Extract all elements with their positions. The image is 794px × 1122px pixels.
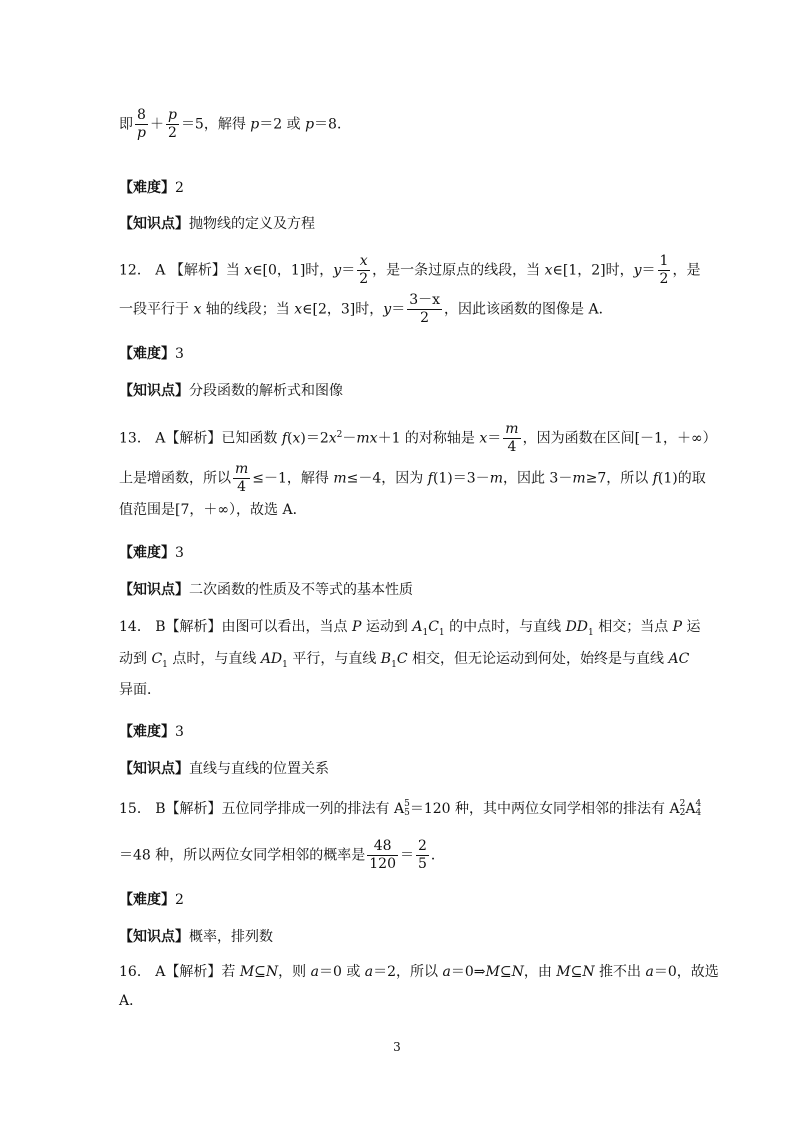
text: ∈[0，1]时，	[252, 262, 334, 279]
text: 点时，与直线	[167, 651, 261, 667]
denominator: 2	[659, 271, 669, 287]
text: 相交；当点	[593, 619, 673, 635]
text: 一段平行于	[119, 301, 194, 318]
text: 值范围是[7，＋∞），故选 A．	[119, 502, 307, 518]
var: DD	[565, 619, 589, 635]
var: AC	[668, 651, 690, 667]
text: 16． A【解析】若	[119, 964, 240, 980]
subscript: 1	[588, 627, 594, 638]
subscript: 1	[438, 627, 445, 638]
text: 13． A【解析】已知函数	[119, 430, 282, 447]
numerator: 48	[367, 838, 398, 856]
q14-line2	[119, 649, 689, 675]
perm-indices	[695, 800, 701, 818]
var: x	[544, 262, 553, 279]
var: m	[489, 470, 503, 487]
text: 即	[119, 116, 133, 133]
text: ≤－4，因为	[346, 470, 428, 487]
text: ＝0⇒	[450, 964, 486, 980]
var: x	[244, 262, 253, 279]
denominator: 2	[359, 271, 369, 287]
var: p	[137, 125, 146, 141]
text: 运	[682, 619, 701, 635]
denominator: 2	[167, 125, 177, 141]
subscript: 1	[422, 627, 429, 638]
knowledge-label: 【知识点】	[119, 582, 189, 598]
var: N	[511, 964, 524, 980]
text: ＝120 种，其中两位女同学相邻的排法有 A	[409, 801, 680, 817]
page-number: 3	[393, 1040, 401, 1054]
var: y	[633, 262, 642, 279]
text: (1)的取	[657, 470, 706, 487]
difficulty-value: 2	[175, 892, 184, 908]
subscript: 4	[695, 808, 702, 818]
q15-line1	[119, 799, 701, 819]
text: ，由	[523, 964, 557, 980]
var: C	[396, 651, 408, 667]
text: )＝2	[300, 430, 329, 447]
fraction	[503, 421, 520, 456]
fraction	[407, 292, 442, 327]
var: f	[652, 470, 658, 487]
superscript: 2	[679, 799, 686, 809]
denominator: 5	[418, 856, 427, 872]
difficulty-line	[119, 344, 184, 364]
q14-line3	[119, 680, 161, 700]
numerator: 8	[135, 107, 148, 125]
text: ≥7，所以	[585, 470, 653, 487]
text: ＝0，故选	[653, 964, 719, 980]
var: f	[281, 430, 288, 447]
difficulty-label: 【难度】	[119, 545, 175, 561]
text: 轴的线段；当	[201, 301, 295, 318]
text: A．	[119, 993, 144, 1009]
text: ⊆	[570, 964, 583, 980]
fraction	[658, 253, 671, 288]
numerator	[166, 107, 179, 125]
fraction	[135, 107, 148, 142]
var: m	[572, 470, 586, 487]
var: M	[556, 964, 571, 980]
subscript: 1	[162, 659, 168, 670]
text: ，是一条过原点的线段，当	[372, 262, 545, 279]
text: 动到	[119, 651, 152, 667]
superscript: 5	[404, 799, 410, 809]
knowledge-line	[119, 381, 343, 401]
var: AD	[260, 651, 283, 667]
var: p	[305, 116, 315, 133]
text: ＝48 种，所以两位女同学相邻的概率是	[119, 847, 366, 864]
var: x	[479, 430, 488, 447]
q13-line3	[119, 500, 307, 520]
difficulty-label: 【难度】	[119, 724, 175, 740]
var: p	[167, 107, 177, 123]
var: a	[645, 964, 654, 980]
text: ＋1 的对称轴是	[377, 430, 480, 447]
text: ＝	[487, 430, 502, 447]
q15-line2	[119, 838, 445, 873]
text: ＝	[641, 262, 656, 279]
subscript: 1	[391, 659, 397, 670]
var: x	[193, 301, 202, 318]
knowledge-value: 分段函数的解析式和图像	[189, 383, 343, 399]
knowledge-value: 二次函数的性质及不等式的基本性质	[189, 582, 413, 598]
text: ，因此 3－	[502, 470, 573, 487]
fraction	[233, 461, 250, 496]
var: M	[239, 964, 255, 980]
var: B	[380, 651, 392, 667]
text: ⊆	[499, 964, 512, 980]
var: p	[250, 116, 260, 133]
denominator: 4	[237, 479, 247, 495]
text: 异面．	[119, 682, 161, 698]
q14-line1	[119, 617, 701, 643]
knowledge-line	[119, 759, 329, 779]
var: y	[333, 262, 342, 279]
q12-line2	[119, 292, 613, 327]
text: ，则	[278, 964, 311, 980]
knowledge-label: 【知识点】	[119, 383, 189, 399]
knowledge-label: 【知识点】	[119, 216, 189, 232]
knowledge-line	[119, 580, 413, 600]
difficulty-line	[119, 543, 184, 563]
fraction	[166, 107, 179, 142]
numerator: 1	[659, 253, 669, 269]
knowledge-value: 抛物线的定义及方程	[189, 216, 315, 232]
text: 相交，但无论运动到何处，始终是与直线	[407, 651, 669, 667]
numerator: 3－x	[409, 292, 441, 308]
knowledge-label: 【知识点】	[119, 929, 189, 945]
text: ．	[430, 847, 445, 864]
denominator: 4	[507, 439, 517, 455]
text: 平行，与直线	[287, 651, 381, 667]
text: (	[287, 430, 293, 447]
var: M	[485, 964, 500, 980]
text: ＋	[149, 116, 164, 133]
denominator	[135, 125, 148, 142]
knowledge-line	[119, 927, 273, 947]
subscript: 2	[679, 808, 686, 818]
var: P	[352, 619, 362, 635]
difficulty-label: 【难度】	[119, 346, 175, 362]
q13-line1	[119, 421, 717, 456]
difficulty-value: 3	[175, 724, 184, 740]
text: ，因为函数在区间[－1，＋∞）	[522, 430, 717, 447]
q16-line2	[119, 991, 143, 1011]
var: mx	[356, 430, 378, 447]
text: －	[342, 430, 357, 447]
numerator	[357, 253, 370, 271]
var: a	[364, 964, 374, 980]
text: ，是	[672, 262, 701, 279]
subscript: 5	[404, 808, 410, 818]
denominator: 120	[369, 856, 396, 872]
text: (1)＝3－	[432, 470, 490, 487]
var: f	[427, 470, 433, 487]
subscript: 1	[282, 659, 288, 670]
difficulty-value: 2	[175, 180, 184, 196]
text: 推不出	[594, 964, 646, 980]
q12-line1	[119, 253, 700, 288]
numerator: 2	[418, 838, 427, 854]
difficulty-label: 【难度】	[119, 180, 175, 196]
text: ＝	[341, 262, 356, 279]
knowledge-label: 【知识点】	[119, 761, 189, 777]
difficulty-line	[119, 722, 184, 742]
difficulty-value: 3	[175, 346, 184, 362]
var: a	[310, 964, 319, 980]
fraction	[416, 838, 429, 873]
text: 15． B【解析】五位同学排成一列的排法有 A	[119, 801, 405, 817]
denominator: 2	[420, 310, 430, 326]
difficulty-value: 3	[175, 545, 184, 561]
equation-line	[119, 107, 351, 142]
var: m	[505, 421, 519, 437]
text: ＝8．	[314, 116, 351, 133]
var: P	[672, 619, 683, 635]
var: x	[328, 430, 337, 447]
fraction	[357, 253, 370, 288]
numerator	[503, 421, 520, 439]
var: a	[442, 964, 451, 980]
var: m	[333, 470, 347, 487]
text: ，因此该函数的图像是 A．	[444, 301, 613, 318]
var: m	[235, 461, 249, 477]
text: A	[685, 801, 696, 817]
text: ＝0 或	[318, 964, 365, 980]
text: 14． B【解析】由图可以看出，当点	[119, 619, 353, 635]
var: x	[292, 430, 301, 447]
text: 的中点时，与直线	[444, 619, 566, 635]
var: C	[151, 651, 163, 667]
text: ⊆	[254, 964, 266, 980]
superscript: 4	[695, 799, 702, 809]
text: ＝5，解得	[180, 116, 251, 133]
difficulty-line	[119, 178, 184, 198]
text: ＝2 或	[259, 116, 306, 133]
text: ＝2，所以	[373, 964, 443, 980]
var: y	[383, 301, 392, 318]
numerator	[233, 461, 250, 479]
text: 上是增函数，所以	[119, 470, 231, 487]
q13-line2	[119, 461, 706, 496]
var: N	[265, 964, 279, 980]
text: ＝	[400, 847, 414, 864]
var: C	[428, 619, 439, 635]
q16-line1	[119, 962, 719, 982]
difficulty-label: 【难度】	[119, 892, 175, 908]
var: N	[582, 964, 595, 980]
fraction	[367, 838, 398, 873]
var: x	[294, 301, 303, 318]
text: ∈[2，3]时，	[302, 301, 384, 318]
knowledge-line	[119, 214, 315, 234]
var: A	[412, 619, 423, 635]
knowledge-value: 直线与直线的位置关系	[189, 761, 329, 777]
text: 运动到	[361, 619, 413, 635]
text: ∈[1，2]时，	[552, 262, 634, 279]
text: ＝	[391, 301, 406, 318]
knowledge-value: 概率，排列数	[189, 929, 273, 945]
superscript: 2	[336, 429, 343, 440]
text: 12． A 【解析】当	[119, 262, 245, 279]
var: x	[359, 253, 368, 269]
text: ≤－1，解得	[252, 470, 334, 487]
difficulty-line	[119, 890, 184, 910]
